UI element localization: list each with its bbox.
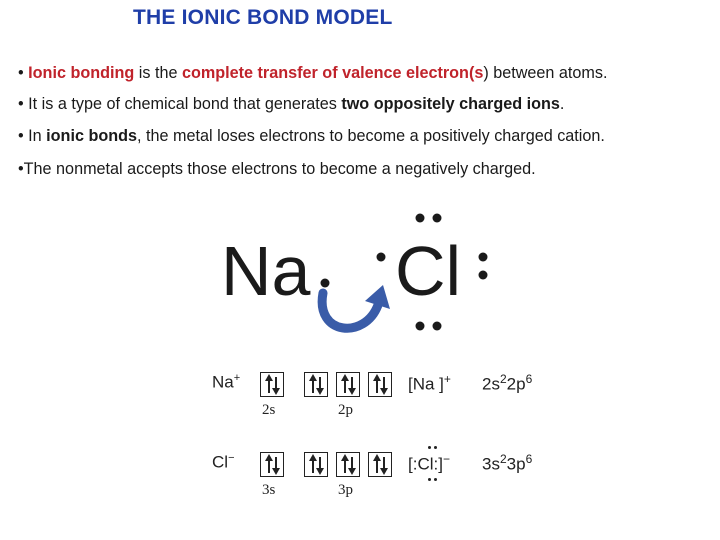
na-bracket-text: [Na ] xyxy=(408,374,444,394)
term-oppositely-charged: two oppositely charged ions xyxy=(341,95,560,113)
cl-symbol: Cl xyxy=(395,232,462,310)
cl-dot-right-2 xyxy=(479,271,488,280)
orbital-box-3s xyxy=(260,452,284,477)
na-ion-symbol: Na xyxy=(212,372,234,392)
cl-bracket-dot xyxy=(434,478,437,481)
na-ion-orbitals xyxy=(210,368,570,428)
cl-ion-charge: − xyxy=(228,452,235,464)
bullet-marker: • xyxy=(18,95,24,113)
config-part: 3p xyxy=(506,454,526,474)
sublevel-label-3s: 3s xyxy=(262,482,276,498)
na-bracket-charge: + xyxy=(443,372,451,386)
cl-dot-bottom-1 xyxy=(416,322,425,331)
na-valence-dot xyxy=(321,279,330,288)
paired-arrows-icon xyxy=(337,453,359,475)
config-part: 3s xyxy=(482,454,500,474)
term-ionic-bonds: ionic bonds xyxy=(46,127,137,145)
sublevel-label-2s: 2s xyxy=(262,402,276,418)
na-ion-charge: + xyxy=(233,372,241,384)
config-sup: 2 xyxy=(499,452,507,466)
cl-ion-symbol: Cl xyxy=(212,452,229,472)
bullet-ionic-bonding xyxy=(18,64,608,83)
bullet-text: . xyxy=(559,95,565,113)
cl-dot-right-1 xyxy=(479,253,488,262)
paired-arrows-icon xyxy=(261,373,283,395)
cl-ion-orbitals xyxy=(210,448,570,508)
term-ionic-bonding: Ionic bonding xyxy=(28,64,135,82)
cl-dot-left xyxy=(377,253,386,262)
na-electron-config xyxy=(482,372,532,395)
bullet-nonmetal-accepts: •The nonmetal accepts those electrons to become a negatively charged. xyxy=(18,160,536,178)
bullet-marker: • xyxy=(18,127,24,145)
orbital-box-2p-2 xyxy=(336,372,360,397)
bullet-text: In xyxy=(28,127,47,145)
orbital-box-2p-1 xyxy=(304,372,328,397)
config-sup: 2 xyxy=(499,372,507,386)
cl-dot-top-1 xyxy=(416,214,425,223)
sublevel-label-2p: 2p xyxy=(338,402,353,418)
cl-dot-top-2 xyxy=(433,214,442,223)
cl-bracket-notation xyxy=(408,452,450,475)
na-ion-label xyxy=(212,372,240,393)
na-bracket-notation xyxy=(408,372,451,395)
bullet-metal-loses xyxy=(18,127,605,146)
bullet-text: is the xyxy=(134,64,182,82)
orbital-box-3p-2 xyxy=(336,452,360,477)
cl-bracket-dot xyxy=(428,446,431,449)
cl-dot-bottom-2 xyxy=(433,322,442,331)
config-sup: 6 xyxy=(525,452,533,466)
paired-arrows-icon xyxy=(305,373,327,395)
cl-electron-config xyxy=(482,452,532,475)
cl-bracket-dot xyxy=(428,478,431,481)
cl-ion-label xyxy=(212,452,235,473)
bullet-text: ) between atoms. xyxy=(483,64,608,82)
bullet-marker: • xyxy=(18,64,24,82)
config-part: 2p xyxy=(506,374,526,394)
cl-bracket-charge: − xyxy=(442,452,450,466)
orbital-box-3p-1 xyxy=(304,452,328,477)
cl-bracket-text: [:Cl:] xyxy=(408,454,443,474)
bullet-text: It is a type of chemical bond that generates xyxy=(28,95,342,113)
sublevel-label-3p: 3p xyxy=(338,482,353,498)
paired-arrows-icon xyxy=(369,453,391,475)
config-sup: 6 xyxy=(525,372,533,386)
orbital-box-2p-3 xyxy=(368,372,392,397)
cl-bracket-dot xyxy=(434,446,437,449)
bullet-chemical-bond xyxy=(18,95,564,114)
paired-arrows-icon xyxy=(369,373,391,395)
paired-arrows-icon xyxy=(305,453,327,475)
orbital-box-3p-3 xyxy=(368,452,392,477)
paired-arrows-icon xyxy=(337,373,359,395)
lewis-svg xyxy=(215,205,505,345)
config-part: 2s xyxy=(482,374,500,394)
orbital-box-2s xyxy=(260,372,284,397)
na-symbol: Na xyxy=(221,232,311,310)
bullet-text: , the metal loses electrons to become a positively charged cation. xyxy=(137,127,605,145)
slide-title: THE IONIC BOND MODEL xyxy=(133,6,393,29)
lewis-diagram xyxy=(215,205,505,345)
term-complete-transfer: complete transfer of valence electron(s xyxy=(181,64,484,82)
paired-arrows-icon xyxy=(261,453,283,475)
